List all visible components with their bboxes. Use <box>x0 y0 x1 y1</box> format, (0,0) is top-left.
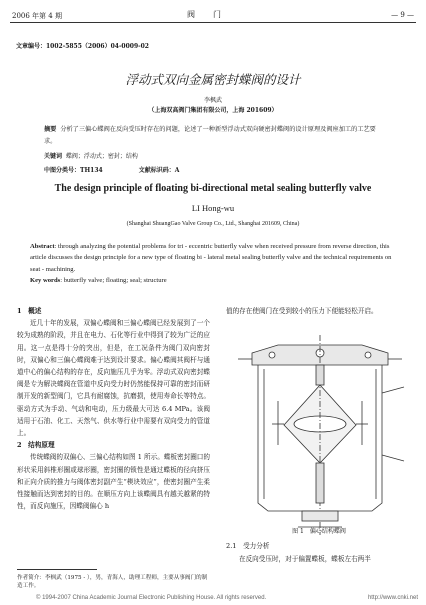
keywords-chinese <box>44 151 138 160</box>
abstract-label-en: Abstract <box>30 243 55 250</box>
page-number: — 9 — <box>391 11 414 19</box>
title-english: The design principle of floating bi-directional metal sealing butterfly valve <box>54 183 372 194</box>
right-column-top-text: 值的存在使阀门在受到较小的压力下便能轻松开启。 <box>226 307 378 315</box>
author-footnote: 作者简介：李枫武（1975 - ），男，青海人，助理工程师，主要从事阀门的制造工作。 <box>17 575 208 589</box>
abstract-english <box>30 241 400 275</box>
issue-label: 2006 年第 4 期 <box>12 12 62 20</box>
keywords-text-cn: 蝶阀；浮动式；密封；结构 <box>65 153 138 160</box>
doc-code: A <box>174 167 180 174</box>
running-header <box>10 4 416 23</box>
clc-code: TH134 <box>80 167 103 174</box>
author-english: LI Hong-wu <box>191 203 235 213</box>
section-2-1-heading: 2.1 受力分析 <box>226 542 270 550</box>
section-1-body: 近几十年的发展，双偏心蝶阀和三偏心蝶阀已经发展到了一个较为成熟的阶段，并且在电力、石化等行业中得到了较为广泛的应用。这一点是得十分的突出，但是，在工况条件为阀门双向密封时，双偏心和三偏心蝶阀难于达到设计要求。偏心蝶阀其阀杆与通道中心的偏心结构的存在，反向施压几乎为零。浮动式双向密封蝶阀是专为解决蝶阀在管道中反向受力时仍然能保持可靠的密封而研制开发的新型阀门，它具有耐腐蚀，抗磨损，使用寿命长等特点。驱动方式为手动、气动和电动，压力级最大可达 6.4 MPa。该阀适用于石油、化工、天然气、供水等行业中需要有双向受力的管道上。 <box>17 319 210 438</box>
figure-1-butterfly-valve-drawing <box>228 335 412 535</box>
keywords-label-en: Key words <box>30 277 61 284</box>
copyright-footer <box>0 594 426 605</box>
abstract-chinese <box>44 124 384 148</box>
copyright-text: © 1994-2007 China Academic Journal Electronic Publishing House. All rights reserved. <box>36 595 267 601</box>
section-2-body: 传统蝶阀的双偏心、三偏心结构如图 1 所示。蝶板密封圈口的形状采用斜椎形圈或球形圈，密封圈的锁性是通过蝶板的径向挤压和正向介质的推力与阀体密封副产生“楔块效应”，使密封圈产生柔性接触而达到密封的目的。在顺压方向上该蝶阀具有越关越紧的特性，而反向施压，因蝶阀偏心 h <box>17 453 210 511</box>
clc-label: 中图分类号： <box>44 167 81 174</box>
footnote-divider <box>17 569 97 570</box>
cnki-link[interactable]: http://www.cnki.net <box>367 595 418 601</box>
abstract-text-en: : through analyzing the potential problems for tri - eccentric butterfly valve when received pressure from reverse direction, this article discusses the design principle for a new type of floating bi - lateral metal sealing butterfly valve and the technical requirements on seat - machining. <box>30 243 392 273</box>
abstract-text-cn: 分析了三偏心蝶阀在反向受压时存在的问题，论述了一种新型浮动式双向硬密封蝶阀的设计原理及阀座加工的工艺要求。 <box>44 126 376 145</box>
affiliation-chinese: （上海双高阀门集团有限公司，上海 201609） <box>148 107 278 114</box>
keywords-english <box>30 277 167 284</box>
abstract-label-cn: 摘要 <box>44 126 57 133</box>
doc-code-label: 文献标识码： <box>138 167 175 174</box>
keywords-text-en: : butterfly valve; floating; seal; structure <box>60 277 167 284</box>
title-chinese: 浮动式双向金属密封蝶阀的设计 <box>125 72 301 87</box>
section-1-heading: 1 概述 <box>17 307 42 315</box>
keywords-label-cn: 关键词 <box>44 153 63 160</box>
journal-name: 阀门 <box>187 10 239 19</box>
affiliation-english: (Shanghai ShuangGao Valve Group Co., Ltd., Shanghai 201609, China) <box>126 221 300 227</box>
classification-line <box>44 165 179 174</box>
author-chinese: 李枫武 <box>203 97 222 104</box>
section-2-1-body: 在反向受压时，对于偏置蝶板，蝶板左右两半 <box>239 555 371 563</box>
left-column <box>17 305 210 512</box>
article-number: 文章编号：1002-5855（2006）04-0009-02 <box>16 43 149 50</box>
figure-1-caption: 图 1 偏心结构蝶阀 <box>292 528 346 535</box>
section-2-heading: 2 结构原理 <box>17 441 55 450</box>
